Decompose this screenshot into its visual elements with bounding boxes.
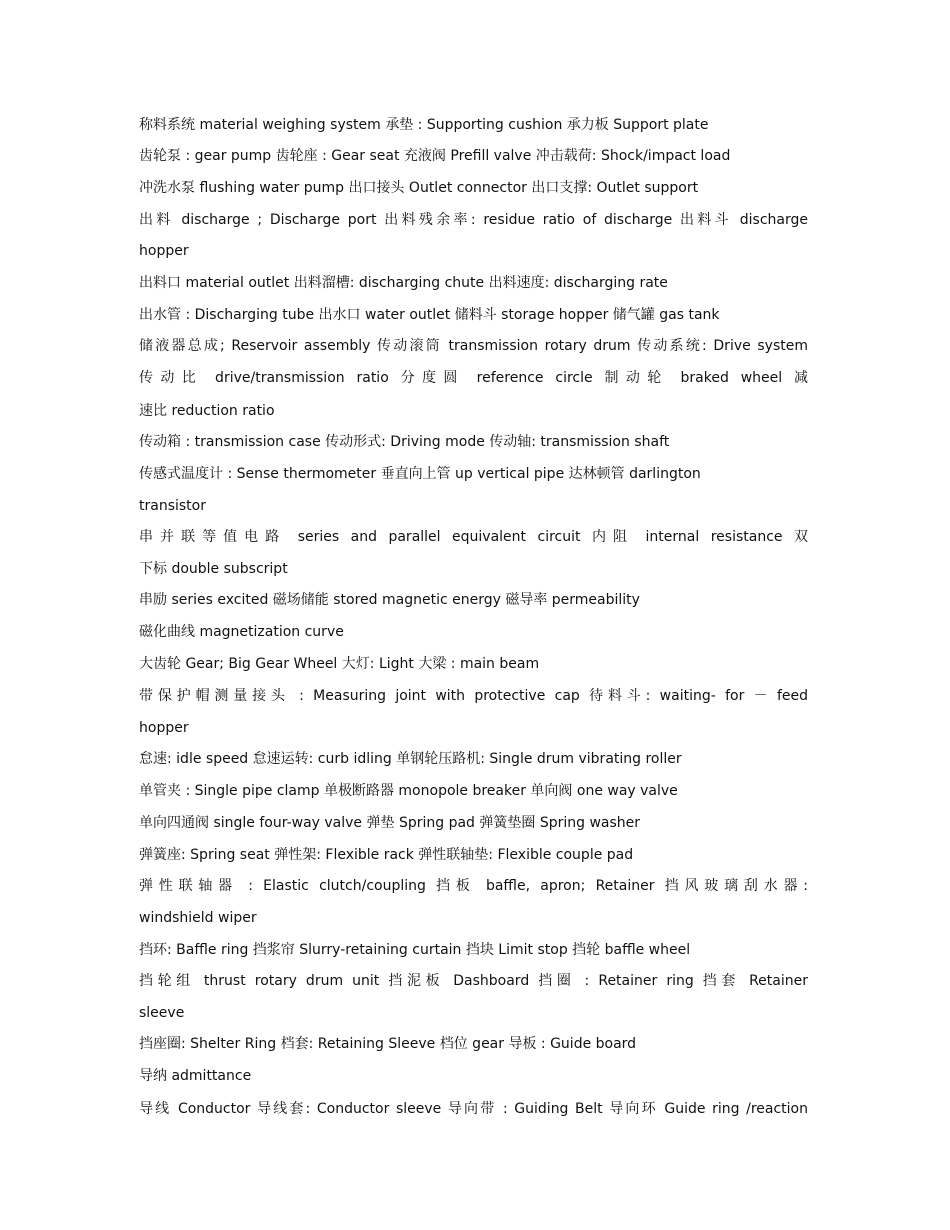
glossary-line: windshield wiper — [139, 910, 257, 926]
glossary-line: 大齿轮 Gear; Big Gear Wheel 大灯: Light 大梁 : main beam — [139, 656, 540, 672]
glossary-line: 挡环: Baffle ring 挡浆帘 Slurry-retaining curtain 挡块 Limit stop 挡轮 baffle wheel — [139, 942, 691, 958]
glossary-line: 传感式温度计 : Sense thermometer 垂直向上管 up vertical pipe 达林顿管 darlington — [139, 466, 701, 482]
glossary-line: 出料口 material outlet 出料溜槽: discharging chute 出料速度: discharging rate — [139, 275, 668, 291]
glossary-line: 串并联等值电路 series and parallel equivalent circuit 内阻 internal resistance 双 — [139, 529, 808, 545]
glossary-line: 传动比 drive/transmission ratio 分度圆 reference circle 制动轮 braked wheel 减 — [139, 370, 808, 386]
glossary-line: 导纳 admittance — [139, 1068, 252, 1084]
glossary-line: 速比 reduction ratio — [139, 403, 275, 419]
glossary-line: transistor — [139, 498, 206, 514]
glossary-line: 单管夹 : Single pipe clamp 单极断路器 monopole breaker 单向阀 one way valve — [139, 783, 678, 799]
glossary-line: 储液器总成; Reservoir assembly 传动滚筒 transmission rotary drum 传动系统: Drive system — [139, 338, 808, 354]
glossary-line: 下标 double subscript — [139, 561, 288, 577]
glossary-line: 弹性联轴器 : Elastic clutch/coupling 挡板 baffle, apron; Retainer 挡风玻璃刮水器: — [139, 878, 808, 894]
glossary-line: 出水管 : Discharging tube 出水口 water outlet 储料斗 storage hopper 储气罐 gas tank — [139, 307, 720, 323]
glossary-line: 挡轮组 thrust rotary drum unit 挡泥板 Dashboard 挡圈 : Retainer ring 挡套 Retainer — [139, 973, 808, 989]
glossary-line: 怠速: idle speed 怠速运转: curb idling 单钢轮压路机: Single drum vibrating roller — [139, 751, 682, 767]
glossary-line: 带保护帽测量接头 : Measuring joint with protective cap 待料斗: waiting- for － feed — [139, 688, 808, 704]
glossary-line: 出料 discharge ; Discharge port 出料残余率: residue ratio of discharge 出料斗 discharge — [139, 212, 808, 228]
glossary-line: 导线 Conductor 导线套: Conductor sleeve 导向带 : Guiding Belt 导向环 Guide ring /reaction — [139, 1101, 808, 1117]
glossary-line: hopper — [139, 243, 189, 259]
glossary-line: sleeve — [139, 1005, 185, 1021]
glossary-line: 挡座圈: Shelter Ring 档套: Retaining Sleeve 档位 gear 导板 : Guide board — [139, 1036, 637, 1052]
glossary-line: 冲洗水泵 flushing water pump 出口接头 Outlet connector 出口支撑: Outlet support — [139, 180, 699, 196]
glossary-line: 齿轮泵 : gear pump 齿轮座 : Gear seat 充液阀 Prefill valve 冲击载荷: Shock/impact load — [139, 148, 731, 164]
glossary-line: 磁化曲线 magnetization curve — [139, 624, 344, 640]
glossary-line: 串励 series excited 磁场储能 stored magnetic energy 磁导率 permeability — [139, 592, 640, 608]
glossary-line: hopper — [139, 720, 189, 736]
glossary-line: 称料系统 material weighing system 承垫 : Supporting cushion 承力板 Support plate — [139, 117, 709, 133]
glossary-line: 传动箱 : transmission case 传动形式: Driving mode 传动轴: transmission shaft — [139, 434, 670, 450]
glossary-line: 弹簧座: Spring seat 弹性架: Flexible rack 弹性联轴垫: Flexible couple pad — [139, 847, 634, 863]
glossary-line: 单向四通阀 single four-way valve 弹垫 Spring pad 弹簧垫圈 Spring washer — [139, 815, 641, 831]
